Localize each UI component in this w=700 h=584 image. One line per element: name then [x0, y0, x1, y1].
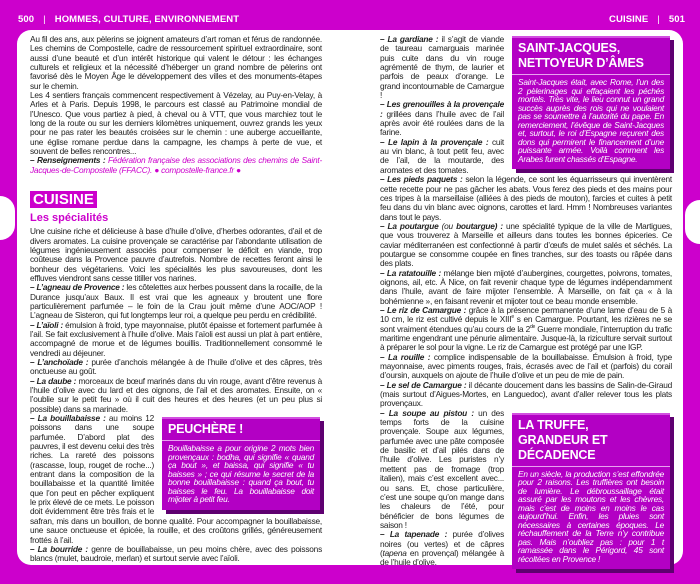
info-link[interactable]: Fédération française des associations des chemins de Saint-Jacques-de-Compostelle (FFACC). ● compostelle-france.fr ● — [30, 155, 322, 175]
section-name: CUISINE — [609, 14, 649, 25]
item-text: au moins 12 poissons dans une soupe parfumée. D’abord plat des pauvres, il est devenu celui des très riches. La rareté des poissons (rascasse, loup, rouget de roche...) entrant dans la composition de la bouillabaisse et la quantité limitée que l’on peut en pêcher expliquent le prix élevé de ce mets. Le poisson doit évidemment être très frais et le safran, mis dans un bouillon, de bonne qualité. Pour accompagner la bouillabaisse, une sauce onctueuse et épicée, la rouille, et des croûtons grillés, généreusement frottés à l’ail. — [30, 413, 322, 545]
list-item — [380, 353, 672, 381]
subsection-title: Les spécialités — [30, 212, 109, 225]
item-text: en provençal) mélangée à de l’huile d’olive. — [380, 547, 504, 568]
item-term: – La tapenade : — [380, 529, 448, 540]
item-text: ) : — [494, 220, 503, 231]
box-title-line: LA TRUFFE, — [518, 417, 589, 432]
right-page-column — [380, 35, 672, 575]
item-text: une spécialité typique de la ville de Martigues, que vous trouverez à Marseille et ailleurs dans toutes les bonnes épiceries. Ce caviar méditerranéen est confectionné à partir d’œufs de mulet salés et séchés. La poutargue se consomme coupée en fines tranches, sur des toasts ou râpée dans des plats. — [380, 220, 673, 269]
list-item — [380, 269, 672, 306]
list-item — [380, 381, 672, 409]
left-running-header — [18, 14, 239, 25]
left-thumb-tab — [0, 196, 15, 240]
item-text: les côtelettes aux herbes poussent dans la rocaille, de la Durance jusqu’aux Baux. Il est vrai que les agneaux y broutent une flore particulièrement parfumée – le foin de la Crau jouit même d’une AOC/AOP ! L’agneau de Sisteron, qui fut longtemps leur roi, a quelque peu perdu en crédibilité. — [30, 282, 322, 321]
item-text: il s’agit de viande de taureau camarguais marinée puis cuite dans du vin rouge agrémenté de thym, de laurier et parfois de peaux d’orange. Le grand incontournable de Camargue ! — [380, 34, 504, 101]
right-thumb-tab — [685, 200, 700, 244]
peuchere-box — [162, 417, 320, 510]
paragraph: Une cuisine riche et délicieuse à base d’huile d’olive, d’herbes odorantes, d’ail et de divers aromates. La cuisine provençale se caractérise par l’abondante utilisation de légumes ingénieusement associés pour compenser le déficit en viande, trop coûteuse dans la Provence pauvre d’autrefois. Nombre de recettes feront ainsi le bonheur des végétariens. Voici les spécialités les plus savoureuses, dont les effluves viendront sans cesse titiller vos narines. — [30, 226, 322, 283]
saint-jacques-box — [512, 36, 670, 169]
item-text: un des temps forts de la cuisine provençale. Soupe aux légumes, parfumée avec une pâte composée de basilic et d’ail pilés dans de l’huile d’olive. Les puristes n’y mettent pas de fromage (trop italien), mais c’est excellent avec... ou sans. Et, chose particulière, c’est une soupe qu’on mange dans les chaleurs de l’été, pour bénéficier de bons légumes de saison ! — [380, 407, 504, 530]
list-item — [380, 306, 672, 353]
item-term: – L’aïoli : — [30, 319, 63, 330]
item-term: – L’anchoïade : — [30, 356, 89, 367]
item-text: s en Camargue. Pourtant, les rizières ne se sont vraiment étendues qu’au cours de la 2 — [380, 314, 673, 334]
paragraph: Les 4 sentiers français commencent respectivement à Vézelay, au Puy-en-Velay, à Arles et à Paris. Depuis 1998, le parcours est classé au Patrimoine mondial de l’Unesco. Que vous partiez à pied, à cheval ou à VTT, que vous marchiez tout le long de la route ou sur les derniers kilomètres uniquement, ouvrez grands les yeux pour ne pas rater les beautés croisées sur le chemin : une auberge accueillante, une église romane perdue dans la campagne, les champs à perte de vue, et souvent de belles rencontres... — [30, 90, 322, 157]
item-text: Guerre mondiale, l’interruption du trafic maritime engendrant une pénurie alimentaire. Jusque-là, la riziculture servait surtout à préparer le sol pour la vigne. Le riz de Camargue est protégé par une IGP. — [380, 323, 672, 353]
item-term: – La bouillabaisse : — [30, 413, 106, 424]
box-title: PEUCHÈRE ! — [162, 419, 320, 441]
section-title: CUISINE — [30, 191, 97, 208]
item-text: complice indispensable de la bouillabaisse. Émulsion à froid, type mayonnaise, avec piments rouges, frais, écrasés avec de l’ail et (parfois) du corail d’oursin, auxquels on ajoute de l’huile d’olive et un peu de mie de pain. — [380, 351, 672, 381]
box-title — [512, 38, 670, 75]
item-text: grâce à la présence permanente d’une lame d’eau de 5 à 10 cm, le riz est cultivé depuis le XIII — [380, 304, 673, 325]
item-text: émulsion à froid, type mayonnaise, plutôt épaisse et fortement parfumée à l’ail. Se fait exclusivement à l’huile d’olive. Mais l’aïoli est aussi un plat à part entière, accompagné de morue et de légumes bouillis. Traditionnellement consommé le vendredi au déjeuner. — [30, 319, 322, 358]
left-page-column — [30, 35, 322, 564]
list-item — [30, 358, 322, 377]
box-text: Saint-Jacques était, avec Rome, l’un des 2 pèlerinages qui effaçaient les péchés mortels. Très vite, le lieu connut un grand succès auprès des rois qui ne voulaient pas se soumettre à l’autorité du pape. En remerciement, l’évêque de Saint-Jacques et, surtout, le roi d’Espagne reçurent des dons qui permirent le financement d’une puissante armée. Voilà comment les Arabes furent chassés d’Espagne. — [518, 77, 664, 164]
item-term: – La ratatouille : — [380, 267, 442, 278]
item-text: mélange bien mijoté d’aubergines, courgettes, poivrons, tomates, oignons, ail, etc. À Nice, on fait revenir chaque type de légumes indépendamment dans l’huile, avant de faire mijoter l’ensemble. À Marseille, on fait ça « à la bohémienne », en faisant revenir et mijoter tout ce beau monde ensemble. — [380, 267, 672, 306]
list-item — [30, 377, 322, 414]
item-text: grillées dans l’huile avec de l’ail après avoir été roulées dans de la farine. — [380, 108, 504, 138]
item-text: genre de bouillabaisse, un peu moins chère, avec des poissons blancs (mulet, baudroie, merlan) et surtout servie avec l’aïoli. — [30, 543, 322, 564]
right-running-header — [609, 14, 685, 25]
page-number: 501 — [668, 14, 685, 25]
item-text: selon la légende, ce sont les équarrisseurs qui inventèrent cette recette pour ne pas gâcher les abats. Vous ferez des pieds et des mains pour ces tripes à la marseillaise (alliées à des pieds de mouton), farcies et cuites à petit feu dans du vin blanc avec oignons, carottes et lard. Hmm ! Nombreuses variantes dans tout le pays. — [380, 174, 672, 222]
item-term: – La poutargue — [380, 220, 439, 231]
box-title-line: NETTOYEUR D’ÂMES — [518, 56, 644, 70]
box-title-line: GRANDEUR ET DÉCADENCE — [518, 432, 608, 462]
list-item — [30, 283, 322, 320]
superscript: e — [511, 314, 514, 321]
list-item — [380, 175, 672, 222]
list-item — [30, 545, 322, 564]
truffe-box — [512, 413, 670, 570]
header-separator: | — [43, 14, 46, 25]
item-text: tapena — [382, 547, 407, 558]
info-term: – Renseignements : — [30, 155, 106, 166]
paragraph: Au fil des ans, aux pèlerins se joignent amateurs d’art roman et férus de randonnée. Les chemins de Compostelle, cadre de ressourcement spirituel extraordinaire, sont aussi d’une beauté et d’un intérêt historique qui valent le détour : les échanges culturels et religieux et la nécessité d’héberger un grand nombre de pèlerins ont favorisé dès le Moyen Âge le développement des villes et des monuments-étapes sur le chemin. — [30, 34, 322, 91]
list-item — [30, 321, 322, 358]
section-name: HOMMES, CULTURE, ENVIRONNEMENT — [54, 14, 240, 25]
box-text: Bouillabaisse a pour origine 2 mots bien provençaux : bodha, qui signifie « quand ça bout », et baissa, qui signifie « tu baisses » ; ce qui résume le secret de la bonne bouillabaisse : quand ça bout, tu baisses le feu. La bouillabaisse doit mijoter à petit feu. — [168, 443, 314, 505]
item-term: – Le sel de Camargue : — [380, 379, 467, 390]
header-separator: | — [657, 14, 660, 25]
item-text: morceaux de bœuf marinés dans du vin rouge, avant d’être revenus à l’huile d’olive avec du lard et des oignons, de l’ail et des aromates. Ensuite, on « l’oublie sur le petit feu » où il cuit des heures et des heures (et un peu plus si possible) dans sa marinade. — [30, 375, 322, 414]
item-term: boutargue — [456, 220, 495, 231]
item-term: – La rouille : — [380, 351, 431, 362]
item-text: (ou — [438, 220, 457, 231]
item-text: purée d’olives noires (ou vertes) et de câpres ( — [380, 529, 505, 558]
info-paragraph — [30, 156, 322, 175]
item-text: cuit au vin blanc, à tout petit feu, avec de l’ail, de la moutarde, des aromates et des tomates. — [380, 136, 504, 175]
item-term: – La daube : — [30, 375, 77, 386]
item-term: – La gardiane : — [380, 34, 439, 44]
item-term: – La bourride : — [30, 543, 88, 554]
box-text: En un siècle, la production s’est effondrée pour 2 raisons. Les truffières ont besoin de lumière. Le débroussaillage était assuré par les moutons et les chèvres, mais c’est de moins en moins le cas aujourd’hui. Enfin, les pluies sont nécessaires à certaines époques. Le réchauffement de la Terre n’y contribue pas. Mais n’oubliez pas : pour 1 t ramassée dans le Périgord, 45 sont récoltées en Provence ! — [518, 468, 664, 564]
item-term: – Les grenouilles à la provençale : — [380, 99, 504, 119]
list-item — [380, 222, 672, 269]
box-title-line: SAINT-JACQUES, — [518, 41, 621, 55]
item-text: il décante doucement dans les bassins de Salin-de-Giraud (mais surtout d’Aigues-Mortes, en Languedoc), avant d’aller relever tous les plats provençaux. — [380, 379, 673, 409]
page-number: 500 — [18, 14, 35, 25]
box-title — [512, 415, 670, 467]
superscript: de — [529, 323, 536, 330]
item-term: – Le riz de Camargue : — [380, 304, 467, 315]
item-term: – L’agneau de Provence : — [30, 282, 125, 293]
item-text: purée d’anchois mélangée à de l’huile d’olive et des câpres, très onctueuse au goût. — [30, 356, 322, 377]
item-term: – Le lapin à la provençale : — [380, 136, 489, 147]
item-term: – La soupe au pistou : — [380, 407, 474, 418]
item-term: – Les pieds paquets : — [380, 174, 463, 185]
